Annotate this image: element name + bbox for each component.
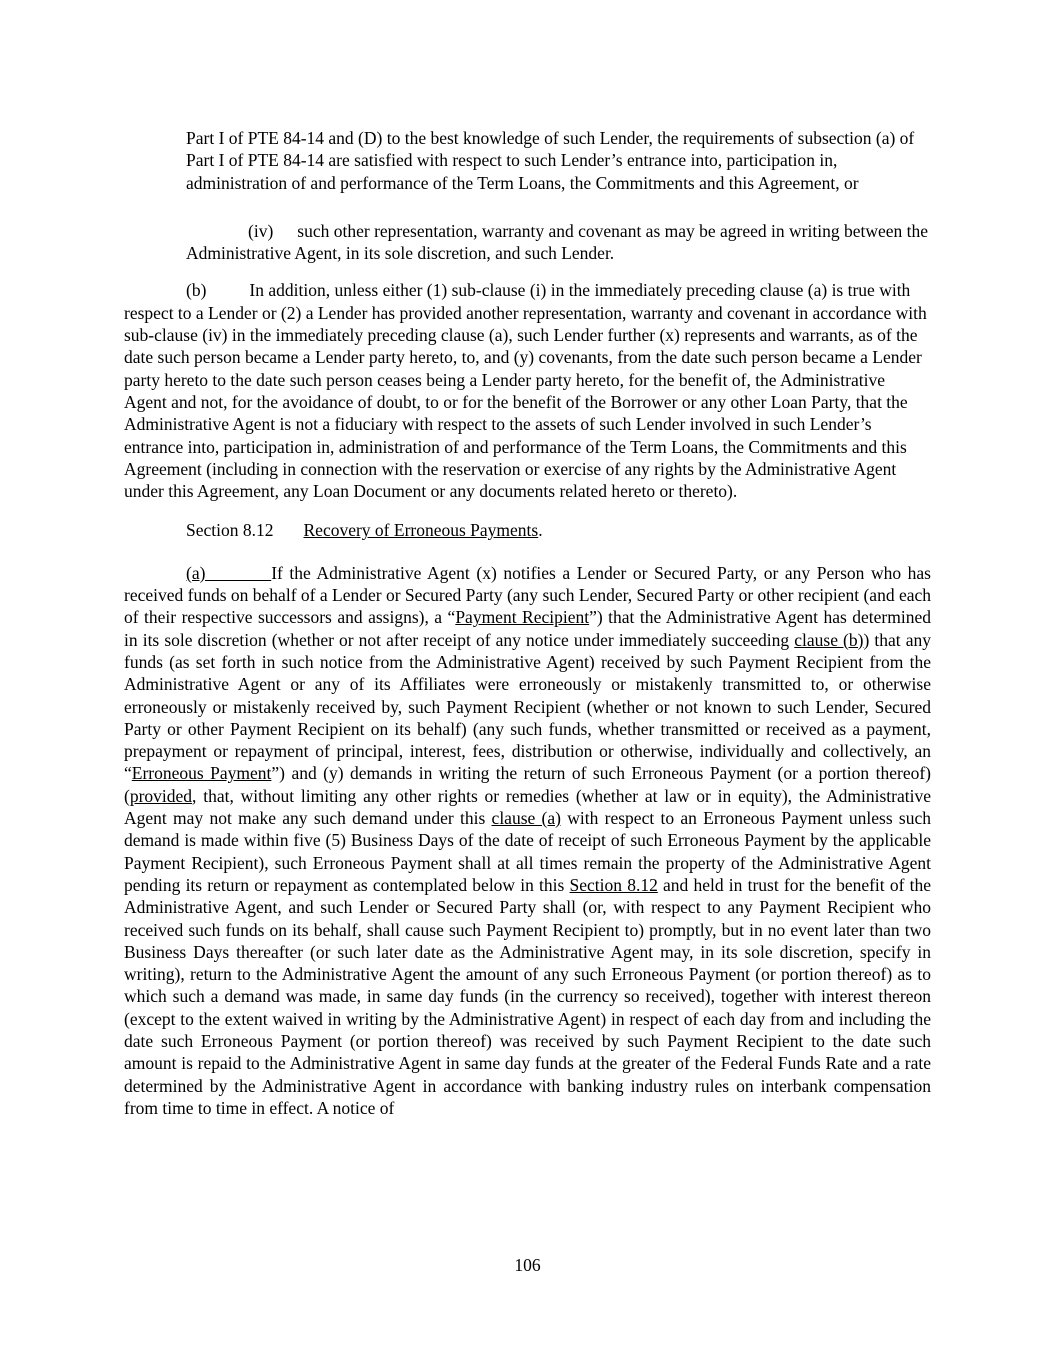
underlined-text-segment: clause (b) <box>794 629 864 650</box>
text-segment: ”) that the Administrative Agent has determined in its sole discretion (whether or not after receipt of any notice under immediately succeeding <box>124 607 931 650</box>
paragraph-clause-iv <box>186 220 931 265</box>
underlined-text-segment: (a) <box>186 562 272 583</box>
tab-gap <box>274 535 304 536</box>
underlined-text-segment: Payment Recipient <box>455 607 590 628</box>
clause-iv-label: (iv) <box>248 220 274 241</box>
underlined-text-segment: clause (a) <box>491 808 561 829</box>
section-number: Section 8.12 <box>186 520 274 541</box>
paragraph-clause-b <box>124 279 931 502</box>
tab-gap <box>206 295 249 296</box>
clause-iv-text: such other representation, warranty and covenant as may be agreed in writing between the Administrative Agent, in its sole discretion, and such Lender. <box>186 220 929 264</box>
text-segment: If the Administrative Agent (x) notifies a Lender or Secured Party, or any Person who has received funds on behalf of a Lender or Secured Party (any such Lender, Secured Party or other recipient (and each of their respective successors and assigns), a “ <box>124 562 931 628</box>
text-segment: with respect to an Erroneous Payment unless such demand is made within five (5) Business Days of the date of receipt of such Erroneous Payment by the applicable Payment Recipient), such Erroneous Payment shall at all times remain the property of the Administrative Agent pending its return or repayment as contemplated below in this <box>124 808 931 895</box>
paragraph-clause-a <box>124 562 931 1119</box>
text-segment: ”) and (y) demands in writing the return of such Erroneous Payment (or a portion thereof) ( <box>124 763 931 806</box>
page-number: 106 <box>514 1255 541 1275</box>
paragraph-pte-continuation: Part I of PTE 84-14 and (D) to the best knowledge of such Lender, the requirements of subsection (a) of Part I of PTE 84-14 are satisfied with respect to such Lender’s entrance into, participation in, administration of and performance of the Term Loans, the Commitments and this Agreement, or <box>186 128 915 193</box>
section-title-period: . <box>538 520 543 541</box>
section-title: Recovery of Erroneous Payments <box>303 520 539 541</box>
tab-gap <box>273 236 297 237</box>
text-segment: and held in trust for the benefit of the Administrative Agent, and such Lender or Secured Party shall (or, with respect to any Payment Recipient who received such funds on its behalf, shall cause such Payment Recipient to) promptly, but in no event later than two Business Days thereafter (or such later date as the Administrative Agent may, in its sole discretion, specify in writing), return to the Administrative Agent the amount of any such Erroneous Payment (or portion thereof) as to which such a demand was made, in same day funds (in the currency so received), together with interest thereon (except to the extent waived in writing by the Administrative Agent) in respect of each day from and including the date such Erroneous Payment (or portion thereof) was received by such Payment Recipient to the date such amount is repaid to the Administrative Agent in same day funds at the greater of the Federal Funds Rate and a rate determined by the Administrative Agent in accordance with banking industry rules on interbank compensation from time to time in effect. A notice of <box>124 874 931 1118</box>
text-segment: ) that any funds (as set forth in such notice from the Administrative Agent) received by such Payment Recipient from the Administrative Agent or any of its Affiliates were erroneously or mistakenly transmitted to, or otherwise erroneously or mistakenly received by, such Payment Recipient (whether or not known to such Lender, Secured Party or other Payment Recipient on its behalf) (any such funds, whether transmitted or received as a payment, prepayment or repayment of principal, interest, fees, distribution or otherwise, individually and collectively, an “ <box>124 629 931 784</box>
text-block <box>124 127 931 1119</box>
section-heading <box>124 519 931 541</box>
clause-b-label: (b) <box>186 280 207 301</box>
underlined-text-segment: Erroneous Payment <box>131 763 272 784</box>
clause-b-text: In addition, unless either (1) sub-clause (i) in the immediately preceding clause (a) is true with respect to a Lender or (2) a Lender has provided another representation, warranty and covenant in accordance with sub-clause (iv) in the immediately preceding clause (a), such Lender further (x) represents and warrants, as of the date such person became a Lender party hereto, to, and (y) covenants, from the date such person became a Lender party hereto to the date such person ceases being a Lender party hereto, for the benefit of, the Administrative Agent and not, for the avoidance of doubt, to or for the benefit of the Borrower or any other Loan Party, that the Administrative Agent is not a fiduciary with respect to the assets of such Lender involved in such Lender’s entrance into, participation in, administration of and performance of the Term Loans, the Commitments and this Agreement (including in connection with the reservation or exercise of any rights by the Administrative Agent under this Agreement, any Loan Document or any documents related hereto or thereto). <box>124 280 927 502</box>
underlined-text-segment: Section 8.12 <box>569 874 658 895</box>
underlined-text-segment: provided <box>129 785 193 806</box>
text-segment: , that, without limiting any other rights or remedies (whether at law or in equity), the Administrative Agent may not make any such demand under this <box>124 785 931 829</box>
